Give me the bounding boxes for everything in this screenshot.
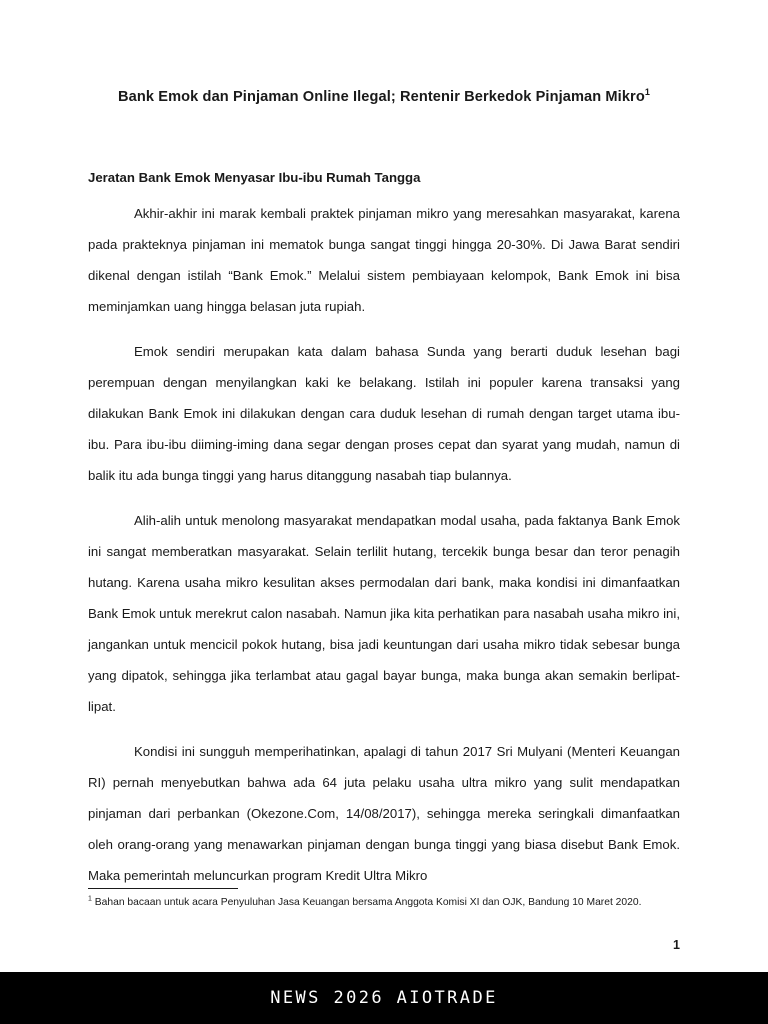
page-number: 1 (673, 938, 680, 952)
footnote (88, 895, 680, 910)
footnote-text: Bahan bacaan untuk acara Penyuluhan Jasa Keuangan bersama Anggota Komisi XI dan OJK, Bandung 10 Maret 2020. (91, 897, 642, 908)
body-paragraph: Emok sendiri merupakan kata dalam bahasa Sunda yang berarti duduk lesehan bagi perempuan dengan menyilangkan kaki ke belakang. Istilah ini populer karena transaksi yang dilakukan Bank Emok ini dilakukan dengan cara duduk lesehan di rumah dengan target utama ibu-ibu. Para ibu-ibu diiming-iming dana segar dengan proses cepat dan syarat yang mudah, namun di balik itu ada bunga tinggi yang harus ditanggung nasabah tiap bulannya. (88, 344, 680, 484)
page-title-text: Bank Emok dan Pinjaman Online Ilegal; Rentenir Berkedok Pinjaman Mikro (118, 89, 645, 105)
page-title (88, 88, 680, 107)
footnote-marker: 1 (88, 895, 92, 903)
banner-text: NEWS 2026 AIOTRADE (270, 988, 498, 1008)
title-footnote-marker: 1 (644, 87, 650, 98)
document-content (88, 0, 680, 891)
footnote-area (88, 888, 680, 910)
body-paragraph: Akhir-akhir ini marak kembali praktek pinjaman mikro yang meresahkan masyarakat, karena pada prakteknya pinjaman ini mematok bunga sangat tinggi hingga 20-30%. Di Jawa Barat sendiri dikenal dengan istilah “Bank Emok.” Melalui sistem pembiayaan kelompok, Bank Emok ini bisa meminjamkan uang hingga belasan juta rupiah. (88, 206, 680, 315)
body-paragraph: Alih-alih untuk menolong masyarakat mendapatkan modal usaha, pada faktanya Bank Emok ini sangat memberatkan masyarakat. Selain terlilit hutang, tercekik bunga besar dan teror penagih hutang. Karena usaha mikro kesulitan akses permodalan dari bank, maka kondisi ini dimanfaatkan Bank Emok untuk merekrut calon nasabah. Namun jika kita perhatikan para nasabah usaha mikro ini, jangankan untuk mencicil pokok hutang, bisa jadi keuntungan dari usaha mikro tidak sebesar bunga yang dipatok, sehingga jika terlambat atau gagal bayar bunga, maka bunga akan semakin berlipat-lipat. (88, 513, 680, 715)
section-heading: Jeratan Bank Emok Menyasar Ibu-ibu Rumah Tangga (88, 169, 421, 185)
bottom-banner (0, 972, 768, 1024)
footnote-separator-rule (88, 888, 238, 889)
body-paragraph: Kondisi ini sungguh memperihatinkan, apalagi di tahun 2017 Sri Mulyani (Menteri Keuangan RI) pernah menyebutkan bahwa ada 64 juta pelaku usaha ultra mikro yang sulit mendapatkan pinjaman dari perbankan (Okezone.Com, 14/08/2017), sehingga mereka seringkali dimanfaatkan oleh orang-orang yang menawarkan pinjaman dengan bunga tinggi yang biasa disebut Bank Emok. Maka pemerintah meluncurkan program Kredit Ultra Mikro (88, 744, 680, 884)
